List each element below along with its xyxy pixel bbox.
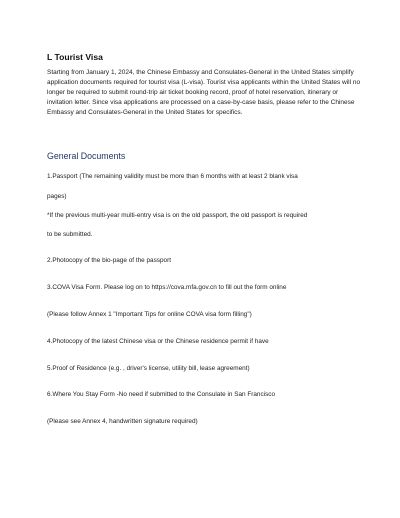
cova-form-line: 3.COVA Visa Form. Please log on to https://cova.mfa.gov.cn to fill out the form online	[47, 284, 287, 291]
document-title: L Tourist Visa	[47, 52, 103, 62]
proof-of-residence-line: 5.Proof of Residence (e.g. , driver's license, utility bill, lease agreement)	[47, 365, 250, 372]
previous-visa-line: 4.Photocopy of the latest Chinese visa or the Chinese residence permit if have	[47, 338, 269, 345]
bio-page-line: 2.Photocopy of the bio-page of the passport	[47, 257, 171, 264]
old-passport-note: *If the previous multi-year multi-entry visa is on the old passport, the old passport is required	[47, 212, 308, 219]
passport-line-continued: pages)	[47, 193, 67, 200]
where-you-stay-line: 6.Where You Stay Form -No need if submitted to the Consulate in San Francisco	[47, 391, 276, 398]
old-passport-note-continued: to be submitted.	[47, 231, 93, 238]
annex1-note: (Please follow Annex 1 "Important Tips for online COVA visa form filling")	[47, 311, 252, 318]
section-heading: General Documents	[47, 151, 126, 161]
intro-paragraph: Starting from January 1, 2024, the Chinese Embassy and Consulates-General in the United States simplify application documents required for tourist visa (L-visa). Tourist visa applicants within the United States will no longer be required to submit round-trip air ticket booking record, proof of hotel reservation, itinerary or invitation letter. Since visa applications are processed on a case-by-case basis, please refer to the Chinese Embassy and Consulates-General in the United States for specifics.	[47, 69, 361, 117]
passport-line: 1.Passport (The remaining validity must be more than 6 months with at least 2 blank visa	[47, 173, 298, 180]
annex4-note: (Please see Annex 4, handwritten signature required)	[47, 418, 198, 425]
